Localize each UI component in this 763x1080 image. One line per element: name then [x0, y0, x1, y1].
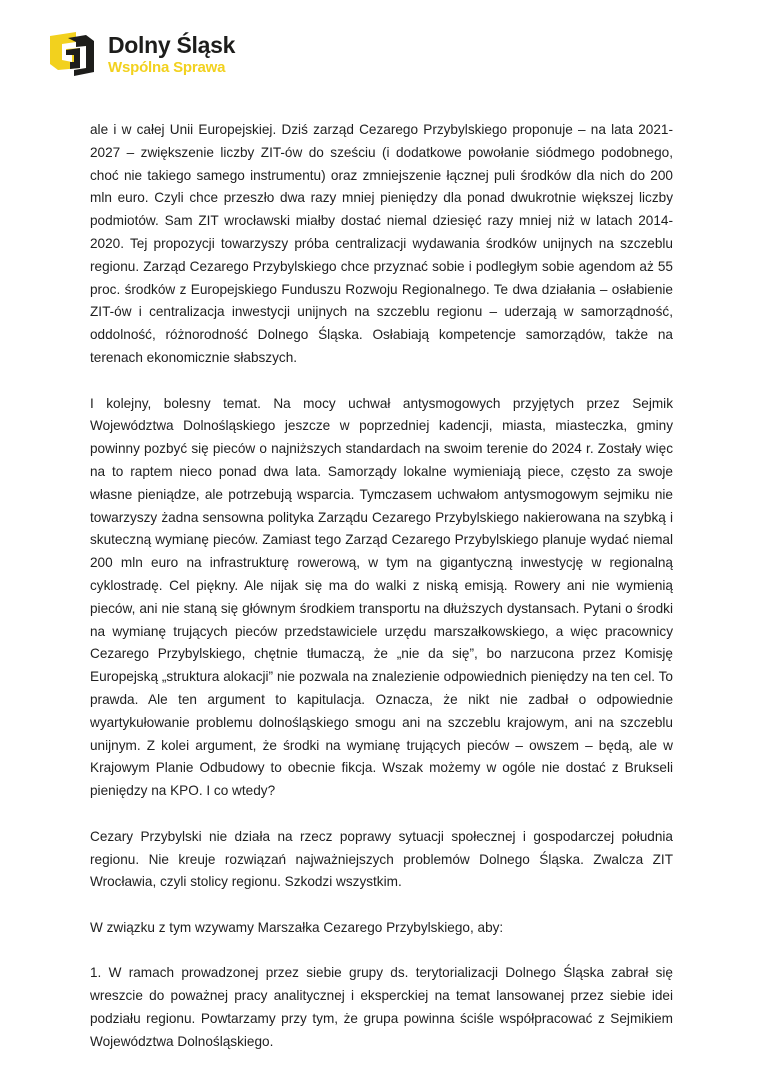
- brand-name: Dolny Śląsk: [108, 31, 236, 58]
- document-body: [90, 119, 673, 1076]
- paragraph-call: W związku z tym wzywamy Marszałka Cezarego Przybylskiego, aby:: [90, 919, 504, 935]
- paragraph-smog: I kolejny, bolesny temat. Na mocy uchwał antysmogowych przyjętych przez Sejmik Województwa Dolnośląskiego jeszcze w poprzedniej kadencji, miasta, miasteczka, gminy powinny pozbyć się pieców o najniższych standardach na swoim terenie do 2024 r. Zostały więc na to raptem nieco ponad dwa lata. Samorządy lokalne wymieniają piece, często za swoje własne pieniądze, ale potrzebują wsparcia. Tymczasem uchwałom antysmogowym sejmiku nie towarzyszy żadna sensowna polityka Zarządu Cezarego Przybylskiego nakierowana na szybką i skuteczną wymianę pieców. Zamiast tego Zarząd Cezarego Przybylskiego planuje wydać niemal 200 mln euro na infrastrukturę rowerową, w tym na gigantyczną inwestycję w regionalną cyklostradę. Cel piękny. Ale nijak się ma do walki z niską emisją. Rowery ani nie wymienią pieców, ani nie staną się głównym środkiem transportu na dłuższych dystansach. Pytani o środki na wymianę trujących pieców przedstawiciele urzędu marszałkowskiego, a więc pracownicy Cezarego Przybylskiego, chętnie tłumaczą, że „nie da się”, bo narzucona przez Komisję Europejską „struktura alokacji” nie pozwala na znalezienie odpowiednich pieniędzy na ten cel. To prawda. Ale ten argument to kapitulacja. Oznacza, że nikt nie zadbał o odpowiednie wyartykułowanie problemu dolnośląskiego smogu ani na szczeblu krajowym, ani na szczeblu unijnym. Z kolei argument, że środki na wymianę trujących pieców – owszem – będą, ale w Krajowym Planie Odbudowy to obecnie fikcja. Wszak możemy w ogóle nie dostać z Brukseli pieniędzy na KPO. I co wtedy?: [90, 395, 673, 799]
- paragraph-demand-1: 1. W ramach prowadzonej przez siebie grupy ds. terytorializacji Dolnego Śląska zabrał się wreszcie do poważnej pracy analitycznej i eksperckiej na temat lansowanej przez siebie idei podziału regionu. Powtarzamy przy tym, że grupa powinna ściśle współpracować z Sejmikiem Województwa Dolnośląskiego.: [90, 965, 673, 1049]
- logo-text: [108, 31, 236, 76]
- brand-tagline: Wspólna Sprawa: [108, 58, 226, 76]
- paragraph-zit: ale i w całej Unii Europejskiej. Dziś zarząd Cezarego Przybylskiego proponuje – na lata 2021-2027 – zwiększenie liczby ZIT-ów do sześciu (i dodatkowe powołanie siódmego podobnego, choć nie takiego samego instrumentu) oraz zmniejszenie łącznej puli środków dla nich do 200 mln euro. Czyli chce przeszło dwa razy mniej pieniędzy dla ponad dwukrotnie większej liczby podmiotów. Sam ZIT wrocławski miałby dostać niemal dziesięć razy mniej niż w latach 2014-2020. Tej propozycji towarzyszy próba centralizacji wydawania środków unijnych na szczeblu regionu. Zarząd Cezarego Przybylskiego chce przyznać sobie i podległym sobie agendom aż 55 proc. środków z Europejskiego Funduszu Rozwoju Regionalnego. Te dwa działania – osłabienie ZIT-ów i centralizacja inwestycji unijnych na szczeblu regionu – uderzają w samorządność, oddolność, różnorodność Dolnego Śląska. Osłabiają kompetencje samorządów, także na terenach ekonomicznie słabszych.: [90, 122, 673, 365]
- paragraph-summary: Cezary Przybylski nie działa na rzecz poprawy sytuacji społecznej i gospodarczej południa regionu. Nie kreuje rozwiązań najważniejszych problemów Dolnego Śląska. Zwalcza ZIT Wrocławia, czyli stolicy regionu. Szkodzi wszystkim.: [90, 828, 673, 890]
- dolny-slask-logo-icon: [46, 28, 98, 80]
- page-header: [46, 28, 235, 80]
